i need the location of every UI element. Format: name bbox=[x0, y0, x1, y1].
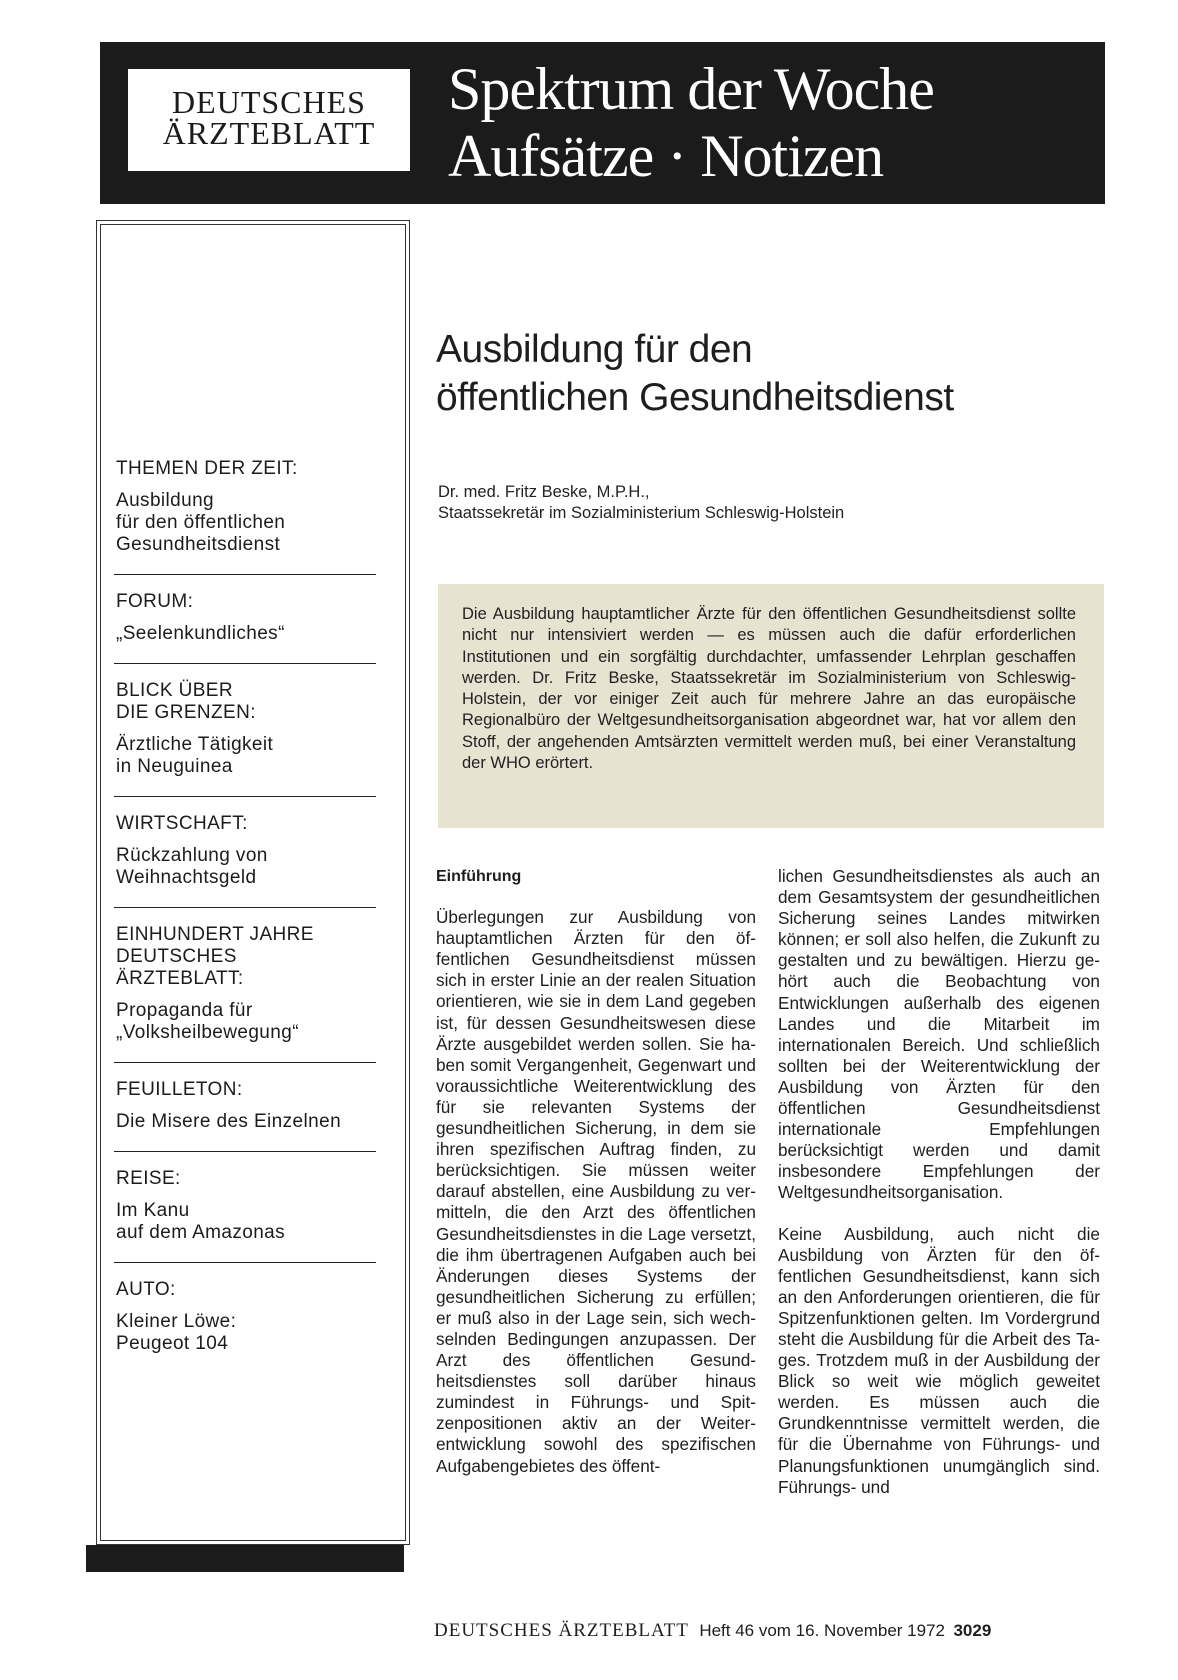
contents-entry-heading: THEMEN DER ZEIT: bbox=[116, 458, 298, 479]
contents-divider bbox=[114, 1262, 376, 1263]
contents-entry bbox=[116, 680, 386, 778]
article-title bbox=[436, 326, 954, 422]
contents-entry-heading: FEUILLETON: bbox=[116, 1079, 243, 1100]
masthead bbox=[100, 42, 1105, 204]
contents-divider bbox=[114, 663, 376, 664]
contents-entry bbox=[116, 1079, 386, 1133]
contents-entry-heading: EINHUNDERT JAHRE DEUTSCHES ÄRZTEBLATT: bbox=[116, 924, 314, 989]
body-paragraph: Überlegungen zur Ausbildung von hauptamtlichen Ärzten für den öffentlichen Gesundheitsdienst müssen sich in erster Linie an der realen Situation orientieren, wie sie in dem Land gegeben ist, für dessen Gesundheitswesen diese Ärzte ausgebildet werden sollen. Sie haben somit Vergangenheit, Gegenwart und voraussichtliche Weiterentwicklung des für sie relevanten Systems der gesundheitlichen Sicherung, in dem sie ihren spezifischen Auftrag finden, zu berücksichtigen. Sie müssen weiter darauf abstellen, eine Ausbildung zu vermitteln, die den Arzt des öffentlichen Gesundheitsdienstes in die Lage versetzt, die ihm übertragenen Aufgaben auch bei Änderungen dieses Systems der gesundheitlichen Sicherung zu erfüllen; er muß also in der Lage sein, sich wechselnden Bedingungen anzupassen. Der Arzt des öffentlichen Gesundheitsdienstes soll darüber hinaus zumindest in Führungs- und Spitzenpositionen aktiv an der Weiterentwicklung sowohl des spezifischen Aufgabengebietes des öffent- bbox=[436, 907, 756, 1476]
contents-list bbox=[116, 458, 386, 1373]
contents-entry-title: Ärztliche Tätigkeit in Neuguinea bbox=[116, 734, 274, 777]
body-column-1 bbox=[436, 866, 756, 1497]
body-paragraph: Keine Ausbildung, auch nicht die Ausbildung von Ärzten für den öffentlichen Gesundheitsdienst, kann sich an den Anforderungen orientieren, die für Spitzenfunktionen gelten. Im Vordergrund steht die Ausbildung für die Arbeit des Tages. Trotzdem muß in der Ausbildung der Blick so weit wie möglich geweitet werden. Es müssen auch die Grundkenntnisse vermittelt werden, die für die Übernahme von Führungs- und Planungsfunktionen unumgänglich sind. Führungs- und bbox=[778, 1223, 1100, 1497]
body-paragraph: lichen Gesundheitsdienstes als auch an dem Gesamtsystem der gesundheitlichen Sicherung seines Landes mitwirken können; er soll also helfen, die Zukunft zu gestalten und zu bewältigen. Hierzu gehört auch die Beobachtung von Entwicklungen außerhalb des eigenen Landes und die Mitarbeit im internationalen Bereich. Und schließlich sollten bei der Weiterentwicklung der Ausbildung von Ärzten für den öffentlichen Gesundheitsdienst internationale Empfehlungen berücksichtigt werden und damit insbesondere Empfehlungen der Weltgesundheitsorganisation. bbox=[778, 866, 1100, 1203]
abstract-text: Die Ausbildung hauptamtlicher Ärzte für den öffentlichen Gesundheitsdienst sollte nicht nur intensiviert werden — es müssen auch die dafür erforderlichen Institutionen und ein sorgfältig durchdachter, umfassender Lehrplan geschaffen werden. Dr. Fritz Beske, Staatssekretär im Sozialministerium von Schleswig-Holstein, der vor einiger Zeit auch für mehrere Jahre an das europäische Regionalbüro der Weltgesundheitsorganisation abgeordnet war, hat vor allem den Stoff, der angehenden Amtsärzten vermittelt werden muß, bei einer Veranstaltung der WHO erörtert. bbox=[462, 605, 1076, 773]
author-affiliation: Staatssekretär im Sozialministerium Schleswig-Holstein bbox=[438, 504, 845, 522]
contents-entry-title: Kleiner Löwe: Peugeot 104 bbox=[116, 1311, 237, 1354]
contents-entry-title: Rückzahlung von Weihnachtsgeld bbox=[116, 845, 268, 888]
contents-divider bbox=[114, 907, 376, 908]
author-byline bbox=[438, 482, 844, 524]
article-title-line-2: öffentlichen Gesundheitsdienst bbox=[436, 376, 954, 419]
contents-entry-heading: REISE: bbox=[116, 1168, 181, 1189]
contents-divider bbox=[114, 574, 376, 575]
contents-entry-title: „Seelenkundliches“ bbox=[116, 623, 285, 644]
sidebar-bottom-bar bbox=[86, 1545, 404, 1572]
logo-line-2: ÄRZTEBLATT bbox=[162, 115, 376, 151]
section-title-line-2: Aufsätze · Notizen bbox=[448, 123, 884, 189]
contents-entry-heading: WIRTSCHAFT: bbox=[116, 813, 248, 834]
author-name: Dr. med. Fritz Beske, M.P.H., bbox=[438, 483, 650, 501]
journal-logo bbox=[128, 69, 410, 171]
article-title-line-1: Ausbildung für den bbox=[436, 328, 753, 371]
contents-entry-title: Propaganda für „Volksheilbewegung“ bbox=[116, 1000, 299, 1043]
contents-divider bbox=[114, 1151, 376, 1152]
contents-divider bbox=[114, 1062, 376, 1063]
contents-entry-title: Im Kanu auf dem Amazonas bbox=[116, 1200, 286, 1243]
logo-line-1: DEUTSCHES bbox=[172, 84, 366, 120]
footer-issue-info: Heft 46 vom 16. November 1972 bbox=[699, 1621, 945, 1640]
contents-entry bbox=[116, 591, 386, 645]
contents-entry bbox=[116, 924, 386, 1044]
contents-divider bbox=[114, 796, 376, 797]
contents-entry-heading: BLICK ÜBER DIE GRENZEN: bbox=[116, 680, 256, 723]
contents-entry bbox=[116, 1168, 386, 1244]
section-title-line-1: Spektrum der Woche bbox=[448, 56, 934, 122]
contents-entry-heading: FORUM: bbox=[116, 591, 194, 612]
contents-entry bbox=[116, 1279, 386, 1355]
contents-entry-title: Die Misere des Einzelnen bbox=[116, 1111, 342, 1132]
contents-entry bbox=[116, 458, 386, 556]
section-subheading: Einführung bbox=[436, 868, 522, 885]
page-number: 3029 bbox=[953, 1621, 992, 1640]
body-column-2 bbox=[778, 866, 1100, 1518]
footer-journal-name: DEUTSCHES ÄRZTEBLATT bbox=[434, 1620, 689, 1641]
article-abstract bbox=[438, 584, 1104, 828]
contents-entry bbox=[116, 813, 386, 889]
page-footer bbox=[434, 1620, 1104, 1642]
section-title bbox=[448, 56, 934, 190]
contents-entry-heading: AUTO: bbox=[116, 1279, 176, 1300]
contents-entry-title: Ausbildung für den öffentlichen Gesundheitsdienst bbox=[116, 490, 286, 555]
